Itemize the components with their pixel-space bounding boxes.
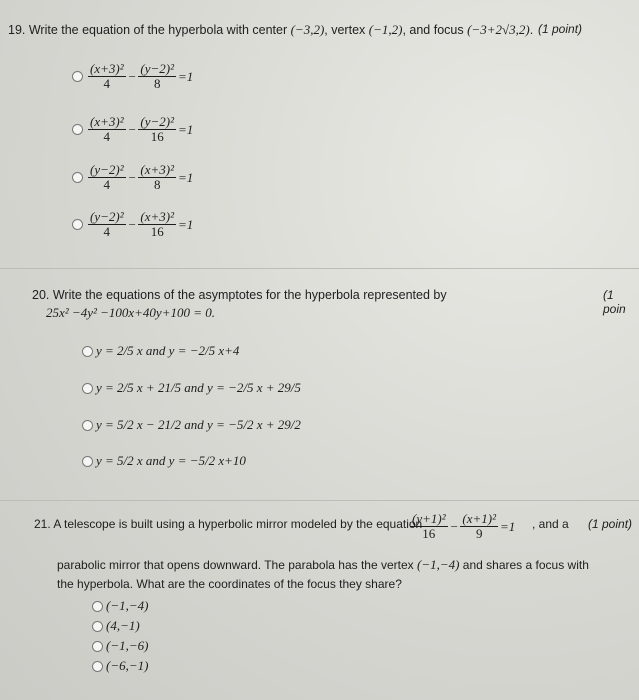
divider bbox=[0, 500, 639, 501]
q21-option-3[interactable]: (−1,−6) bbox=[92, 638, 148, 654]
q19-prompt: 19. Write the equation of the hyperbola with center (−3,2), vertex (−1,2), and focus (−3+2√3,2). bbox=[8, 22, 534, 37]
radio-button[interactable] bbox=[82, 420, 93, 431]
radio-button[interactable] bbox=[72, 172, 83, 183]
q19-option-1[interactable]: $\frac{\text{(x+3)²}}{4}$ − $\frac{\text{(y−2)²}}{8}$ =1 bbox=[72, 62, 193, 91]
q20-option-1[interactable]: y = 2/5 x and y = −2/5 x+4 bbox=[82, 343, 239, 359]
q21-option-4[interactable]: (−6,−1) bbox=[92, 658, 148, 674]
radio-button[interactable] bbox=[92, 641, 103, 652]
q21-prompt: 21. A telescope is built using a hyperbolic mirror modeled by the equation bbox=[34, 517, 423, 531]
q19-vertex: (−1,2) bbox=[368, 22, 403, 37]
q19-points: (1 point) bbox=[538, 22, 583, 36]
q19-center: (−3,2) bbox=[290, 22, 325, 37]
q21-vertex: (−1,−4) bbox=[417, 557, 460, 572]
radio-button[interactable] bbox=[72, 124, 83, 135]
q21-line3: the hyperbola. What are the coordinates of the focus they share? bbox=[57, 577, 402, 591]
q19-option-3[interactable]: $\frac{\text{(y−2)²}}{4}$ − $\frac{\text{(x+3)²}}{8}$ =1 bbox=[72, 163, 193, 192]
q20-equation: 25x² −4y² −100x+40y+100 = 0. bbox=[46, 305, 215, 320]
q20-option-3[interactable]: y = 5/2 x − 21/2 and y = −5/2 x + 29/2 bbox=[82, 417, 301, 433]
radio-button[interactable] bbox=[72, 71, 83, 82]
radio-button[interactable] bbox=[82, 456, 93, 467]
q19-option-2[interactable]: $\frac{\text{(x+3)²}}{4}$ − $\frac{\text{(y−2)²}}{16}$ =1 bbox=[72, 115, 193, 144]
q21-line2: parabolic mirror that opens downward. The parabola has the vertex (−1,−4) and shares a focus with bbox=[57, 557, 589, 572]
radio-button[interactable] bbox=[82, 346, 93, 357]
q20-option-4[interactable]: y = 5/2 x and y = −5/2 x+10 bbox=[82, 453, 246, 469]
q21-points: (1 point) bbox=[588, 517, 633, 531]
q19-option-4[interactable]: $\frac{\text{(y−2)²}}{4}$ − $\frac{\text{(x+3)²}}{16}$ =1 bbox=[72, 210, 193, 239]
radio-button[interactable] bbox=[82, 383, 93, 394]
radio-button[interactable] bbox=[92, 661, 103, 672]
q20-option-2[interactable]: y = 2/5 x + 21/5 and y = −2/5 x + 29/5 bbox=[82, 380, 301, 396]
q20-points: (1 poin bbox=[603, 288, 626, 316]
divider bbox=[0, 268, 639, 269]
q21-and-a: , and a bbox=[532, 517, 569, 531]
radio-button[interactable] bbox=[72, 219, 83, 230]
q21-option-1[interactable]: (−1,−4) bbox=[92, 598, 148, 614]
radio-button[interactable] bbox=[92, 621, 103, 632]
q21-equation: $\frac{\text{(y+1)²}}{16}$ − $\frac{\text{(x+1)²}}{9}$ =1 bbox=[412, 511, 516, 541]
q19-focus: (−3+2√3,2) bbox=[467, 22, 530, 37]
radio-button[interactable] bbox=[92, 601, 103, 612]
q20-prompt: 20. Write the equations of the asymptotes for the hyperbola represented by bbox=[32, 288, 447, 302]
q21-option-2[interactable]: (4,−1) bbox=[92, 618, 140, 634]
